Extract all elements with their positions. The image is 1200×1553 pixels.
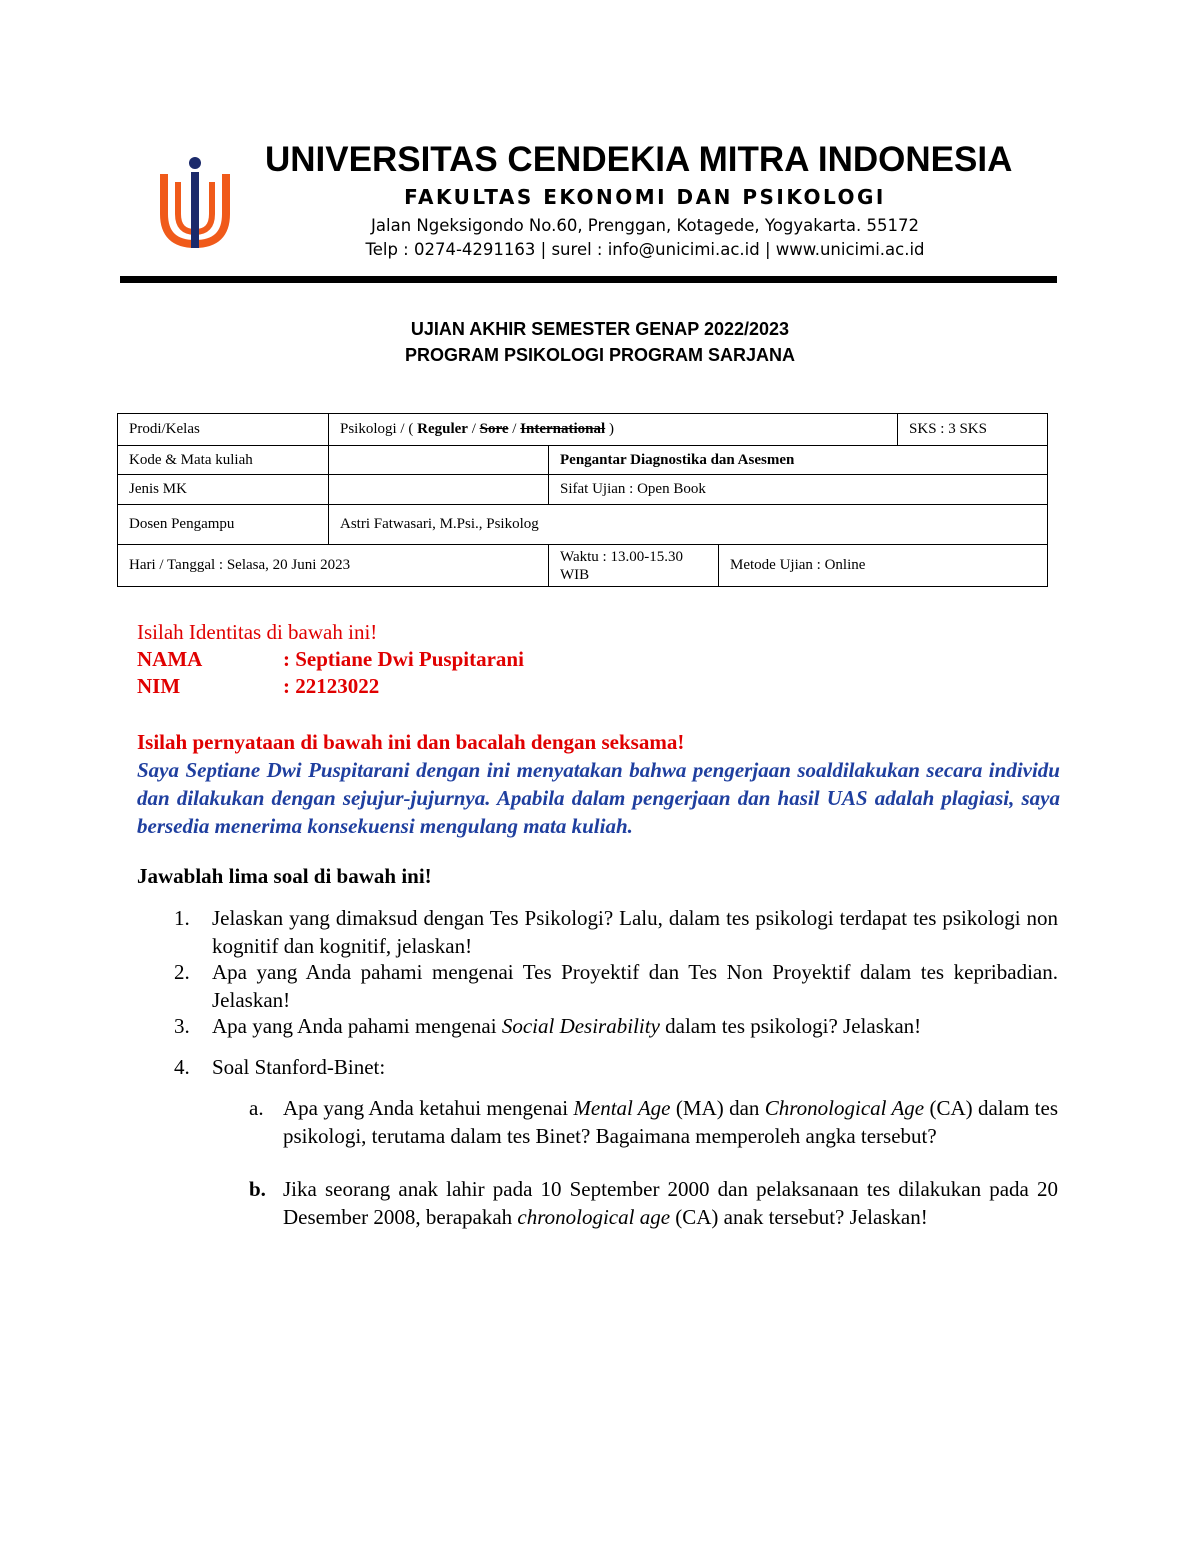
sifat-ujian: Sifat Ujian : Open Book bbox=[549, 475, 1048, 505]
question-3: Apa yang Anda pahami mengenai Social Desirability dalam tes psikologi? Jelaskan! bbox=[212, 1014, 922, 1038]
question-number: 4. bbox=[174, 1055, 190, 1079]
question-4b: Jika seorang anak lahir pada 10 September 2000 dan pelaksanaan tes dilakukan pada 20 Desember 2008, berapakah chronological age (CA) anak tersebut? Jelaskan! bbox=[283, 1177, 1058, 1229]
exam-title-line1: UJIAN AKHIR SEMESTER GENAP 2022/2023 bbox=[410, 319, 790, 339]
nim-row bbox=[137, 674, 379, 699]
question-number: 2. bbox=[174, 960, 190, 984]
university-logo bbox=[160, 156, 230, 248]
table-row bbox=[118, 475, 1048, 505]
nama-value: : Septiane Dwi Puspitarani bbox=[283, 647, 524, 671]
table-row bbox=[118, 446, 1048, 475]
address: Jalan Ngeksigondo No.60, Prenggan, Kotagede, Yogyakarta. 55172 bbox=[371, 216, 919, 235]
question-4: Soal Stanford-Binet: bbox=[212, 1055, 386, 1079]
table-row bbox=[118, 414, 1048, 446]
nim-value: : 22123022 bbox=[283, 674, 380, 698]
header-divider bbox=[120, 276, 1057, 283]
statement-text: Saya Septiane Dwi Puspitarani dengan ini menyatakan bahwa pengerjaan soaldilakukan secara individu dan dilakukan dengan sejujur-jujurnya. Apabila dalam pengerjaan dan hasil UAS adalah plagiasi, saya bersedia menerima konsekuensi mengulang mata kuliah. bbox=[137, 758, 1060, 838]
metode-ujian: Metode Ujian : Online bbox=[719, 545, 1048, 587]
question-number: 3. bbox=[174, 1014, 190, 1038]
exam-title-line2: PROGRAM PSIKOLOGI PROGRAM SARJANA bbox=[404, 345, 796, 365]
kode-label: Kode & Mata kuliah bbox=[118, 446, 329, 475]
table-row bbox=[118, 545, 1048, 587]
question-number: 1. bbox=[174, 906, 190, 930]
table-row bbox=[118, 505, 1048, 545]
sks-value: SKS : 3 SKS bbox=[898, 414, 1048, 446]
kode-value bbox=[329, 446, 549, 475]
jenis-value bbox=[329, 475, 549, 505]
nim-label: NIM bbox=[137, 674, 181, 698]
contact-info: Telp : 0274-4291163 | surel : info@unicimi.ac.id | www.unicimi.ac.id bbox=[365, 240, 925, 259]
questions-heading: Jawablah lima soal di bawah ini! bbox=[137, 864, 432, 888]
exam-info-table bbox=[117, 413, 1048, 587]
prodi-label: Prodi/Kelas bbox=[118, 414, 329, 446]
nama-label: NAMA bbox=[137, 647, 203, 671]
exam-title bbox=[100, 316, 1100, 368]
dosen-label: Dosen Pengampu bbox=[118, 505, 329, 545]
subquestion-letter: a. bbox=[249, 1096, 264, 1120]
statement-title: Isilah pernyataan di bawah ini dan bacalah dengan seksama! bbox=[137, 730, 685, 754]
question-1: Jelaskan yang dimaksud dengan Tes Psikologi? Lalu, dalam tes psikologi terdapat tes psikologi non kognitif dan kognitif, jelaskan! bbox=[212, 906, 1058, 958]
jenis-label: Jenis MK bbox=[118, 475, 329, 505]
mata-kuliah-value: Pengantar Diagnostika dan Asesmen bbox=[549, 446, 1048, 475]
prodi-value: Psikologi / ( Reguler / Sore / International ) bbox=[329, 414, 898, 446]
nama-row bbox=[137, 647, 524, 672]
dosen-value: Astri Fatwasari, M.Psi., Psikolog bbox=[329, 505, 1048, 545]
university-name: UNIVERSITAS CENDEKIA MITRA INDONESIA bbox=[265, 140, 1013, 179]
question-4a: Apa yang Anda ketahui mengenai Mental Age (MA) dan Chronological Age (CA) dalam tes psikologi, terutama dalam tes Binet? Bagaimana memperoleh angka tersebut? bbox=[283, 1096, 1058, 1148]
faculty-name: FAKULTAS EKONOMI DAN PSIKOLOGI bbox=[404, 185, 886, 209]
subquestion-letter: b. bbox=[249, 1177, 266, 1201]
identity-intro: Isilah Identitas di bawah ini! bbox=[137, 620, 378, 644]
waktu: Waktu : 13.00-15.30 WIB bbox=[549, 545, 719, 587]
question-2: Apa yang Anda pahami mengenai Tes Proyektif dan Tes Non Proyektif dalam tes kepribadian. Jelaskan! bbox=[212, 960, 1058, 1012]
hari-tanggal: Hari / Tanggal : Selasa, 20 Juni 2023 bbox=[118, 545, 549, 587]
